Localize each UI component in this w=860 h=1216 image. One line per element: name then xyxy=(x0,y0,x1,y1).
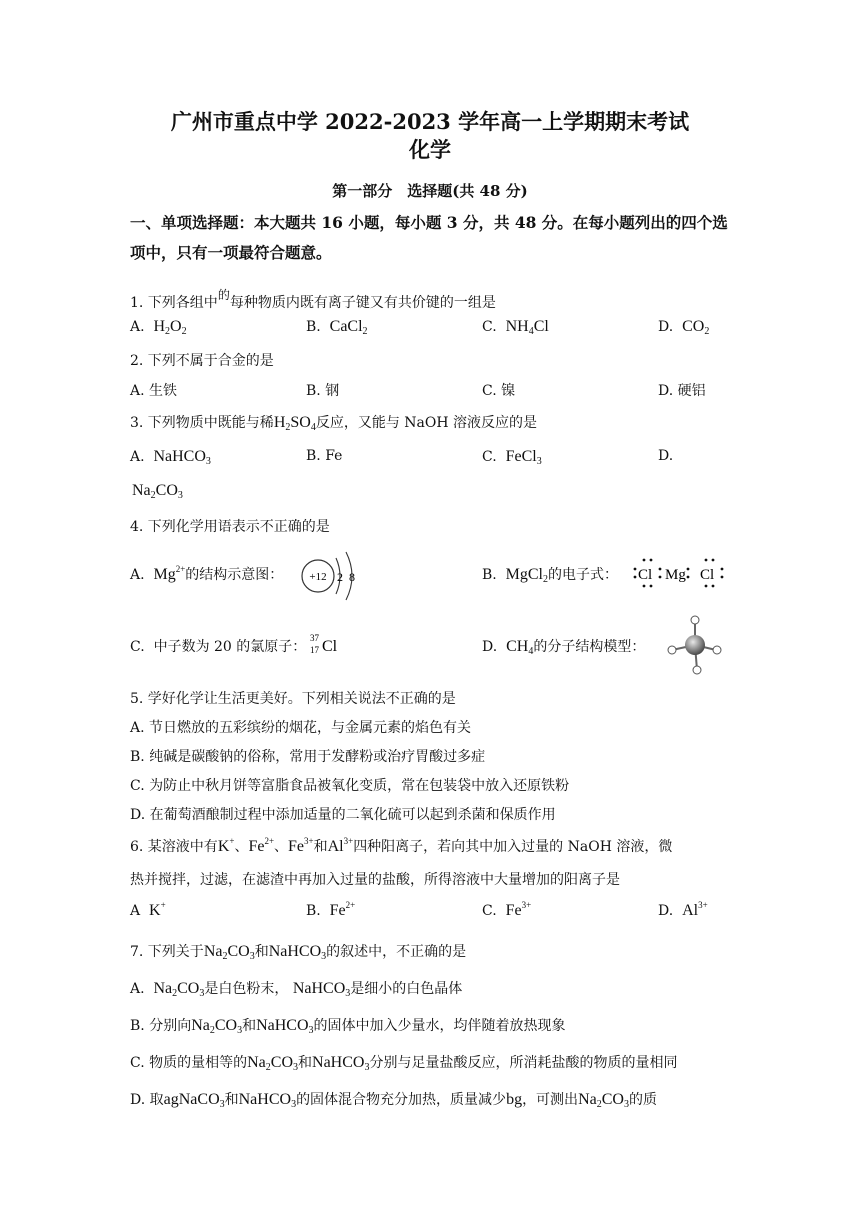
q3-option-a: A. NaHCO$_3$ xyxy=(130,448,211,467)
q1-option-d: D. $CO_2$ xyxy=(658,318,710,337)
cl-left: Cl xyxy=(638,567,653,583)
atomic-number: 17 xyxy=(310,645,319,655)
q6-option-d: D. $Al^{3+}$ xyxy=(658,900,708,919)
q7-option-a: A. $Na_2CO_3$是白色粉末， NaHCO$_3$是细小的白色晶体 xyxy=(130,980,463,999)
cl-symbol: Cl xyxy=(322,638,338,655)
q6-option-a: A K+ xyxy=(130,900,166,919)
q2-option-c: C. 镍 xyxy=(482,383,516,399)
nucleus-charge: +12 xyxy=(309,571,327,583)
ch4-ball-stick-model xyxy=(664,614,726,676)
part-title: 第一部分 选择题(共 48 分) xyxy=(332,182,528,200)
mg-center: Mg xyxy=(665,567,686,583)
q5-option-b: B. 纯碱是碳酸钠的俗称，常用于发酵粉或治疗胃酸过多症 xyxy=(130,749,486,765)
mg-ion-structure-diagram xyxy=(298,548,364,604)
chlorine-37-nuclide xyxy=(308,630,348,660)
section-instructions: 一、单项选择题：本大题共 16 小题，每小题 3 分，共 48 分。在每小题列出的四个选项中，只有一项最符合题意。 xyxy=(130,213,728,262)
mass-number: 37 xyxy=(310,633,319,643)
q3-option-c: C. FeCl$_3$ xyxy=(482,448,542,467)
q1-option-a: A. $H_2O_2$ xyxy=(130,318,187,337)
q7-option-c: C. 物质的量相等的$Na_2CO_3$和NaHCO$_3$分别与足量盐酸反应，所消耗盐酸的物质的量相同 xyxy=(130,1054,678,1073)
exam-title: 广州市重点中学 2022-2023 学年高一上学期期末考试 xyxy=(170,109,690,134)
q3-option-b: B. Fe xyxy=(306,448,343,464)
question-1-stem: 1. 下列各组中的每种物质内既有离子键又有共价键的一组是 xyxy=(130,288,496,311)
question-6-stem-line1: 6. 某溶液中有K+、$Fe^{2+}$、$Fe^{3+}$和$Al^{3+}$四种阳离子，若向其中加入过量的 NaOH 溶液，微 xyxy=(130,836,673,855)
question-2-stem: 2. 下列不属于合金的是 xyxy=(130,353,274,369)
q6-option-c: C. $Fe^{3+}$ xyxy=(482,900,532,919)
q3-option-d-label: D. xyxy=(658,448,674,464)
q5-option-c: C. 为防止中秋月饼等富脂食品被氧化变质，常在包装袋中放入还原铁粉 xyxy=(130,778,570,794)
question-5-stem: 5. 学好化学让生活更美好。下列相关说法不正确的是 xyxy=(130,691,456,707)
q4-option-b: B. MgCl$_2$的电子式： xyxy=(482,566,618,585)
mgcl2-electron-formula xyxy=(630,556,730,590)
q1-option-c: C. $NH_4Cl$ xyxy=(482,318,549,337)
q2-option-b: B. 钢 xyxy=(306,383,340,399)
shell-1-electrons: 2 xyxy=(337,570,343,584)
q7-option-d: D. 取agNaCO$_3$和NaHCO$_3$的固体混合物充分加热，质量减少bg，可测出$Na_2CO_3$的质 xyxy=(130,1091,657,1110)
q2-option-a: A. 生铁 xyxy=(130,383,178,399)
shell-2-electrons: 8 xyxy=(349,570,355,584)
q2-option-d: D. 硬铝 xyxy=(658,383,706,399)
q4-option-a: A. $Mg^{2+}$的结构示意图： xyxy=(130,564,284,583)
question-7-stem: 7. 下列关于$Na_2CO_3$和NaHCO$_3$的叙述中，不正确的是 xyxy=(130,943,467,962)
q7-option-b: B. 分别向$Na_2CO_3$和NaHCO$_3$的固体中加入少量水，均伴随着放热现象 xyxy=(130,1017,566,1036)
q1-option-b: B. CaCl$_2$ xyxy=(306,318,368,337)
question-4-stem: 4. 下列化学用语表示不正确的是 xyxy=(130,519,330,535)
q3-option-d-formula: $Na_2CO_3$ xyxy=(132,482,183,501)
q5-option-d: D. 在葡萄酒酿制过程中添加适量的二氧化硫可以起到杀菌和保质作用 xyxy=(130,807,556,823)
subject-title: 化学 xyxy=(409,137,451,162)
q6-option-b: B. $Fe^{2+}$ xyxy=(306,900,356,919)
q5-option-a: A. 节日燃放的五彩缤纷的烟花，与金属元素的焰色有关 xyxy=(130,720,472,736)
question-6-stem-line2: 热并搅拌，过滤，在滤渣中再加入过量的盐酸，所得溶液中大量增加的阳离子是 xyxy=(130,872,620,888)
question-3-stem: 3. 下列物质中既能与稀$H_2SO_4$反应，又能与 NaOH 溶液反应的是 xyxy=(130,414,538,433)
q4-option-d: D. $CH_4$的分子结构模型： xyxy=(482,638,646,657)
q4-option-c: C. 中子数为 20 的氯原子： xyxy=(130,639,307,655)
cl-right: Cl xyxy=(700,567,715,583)
